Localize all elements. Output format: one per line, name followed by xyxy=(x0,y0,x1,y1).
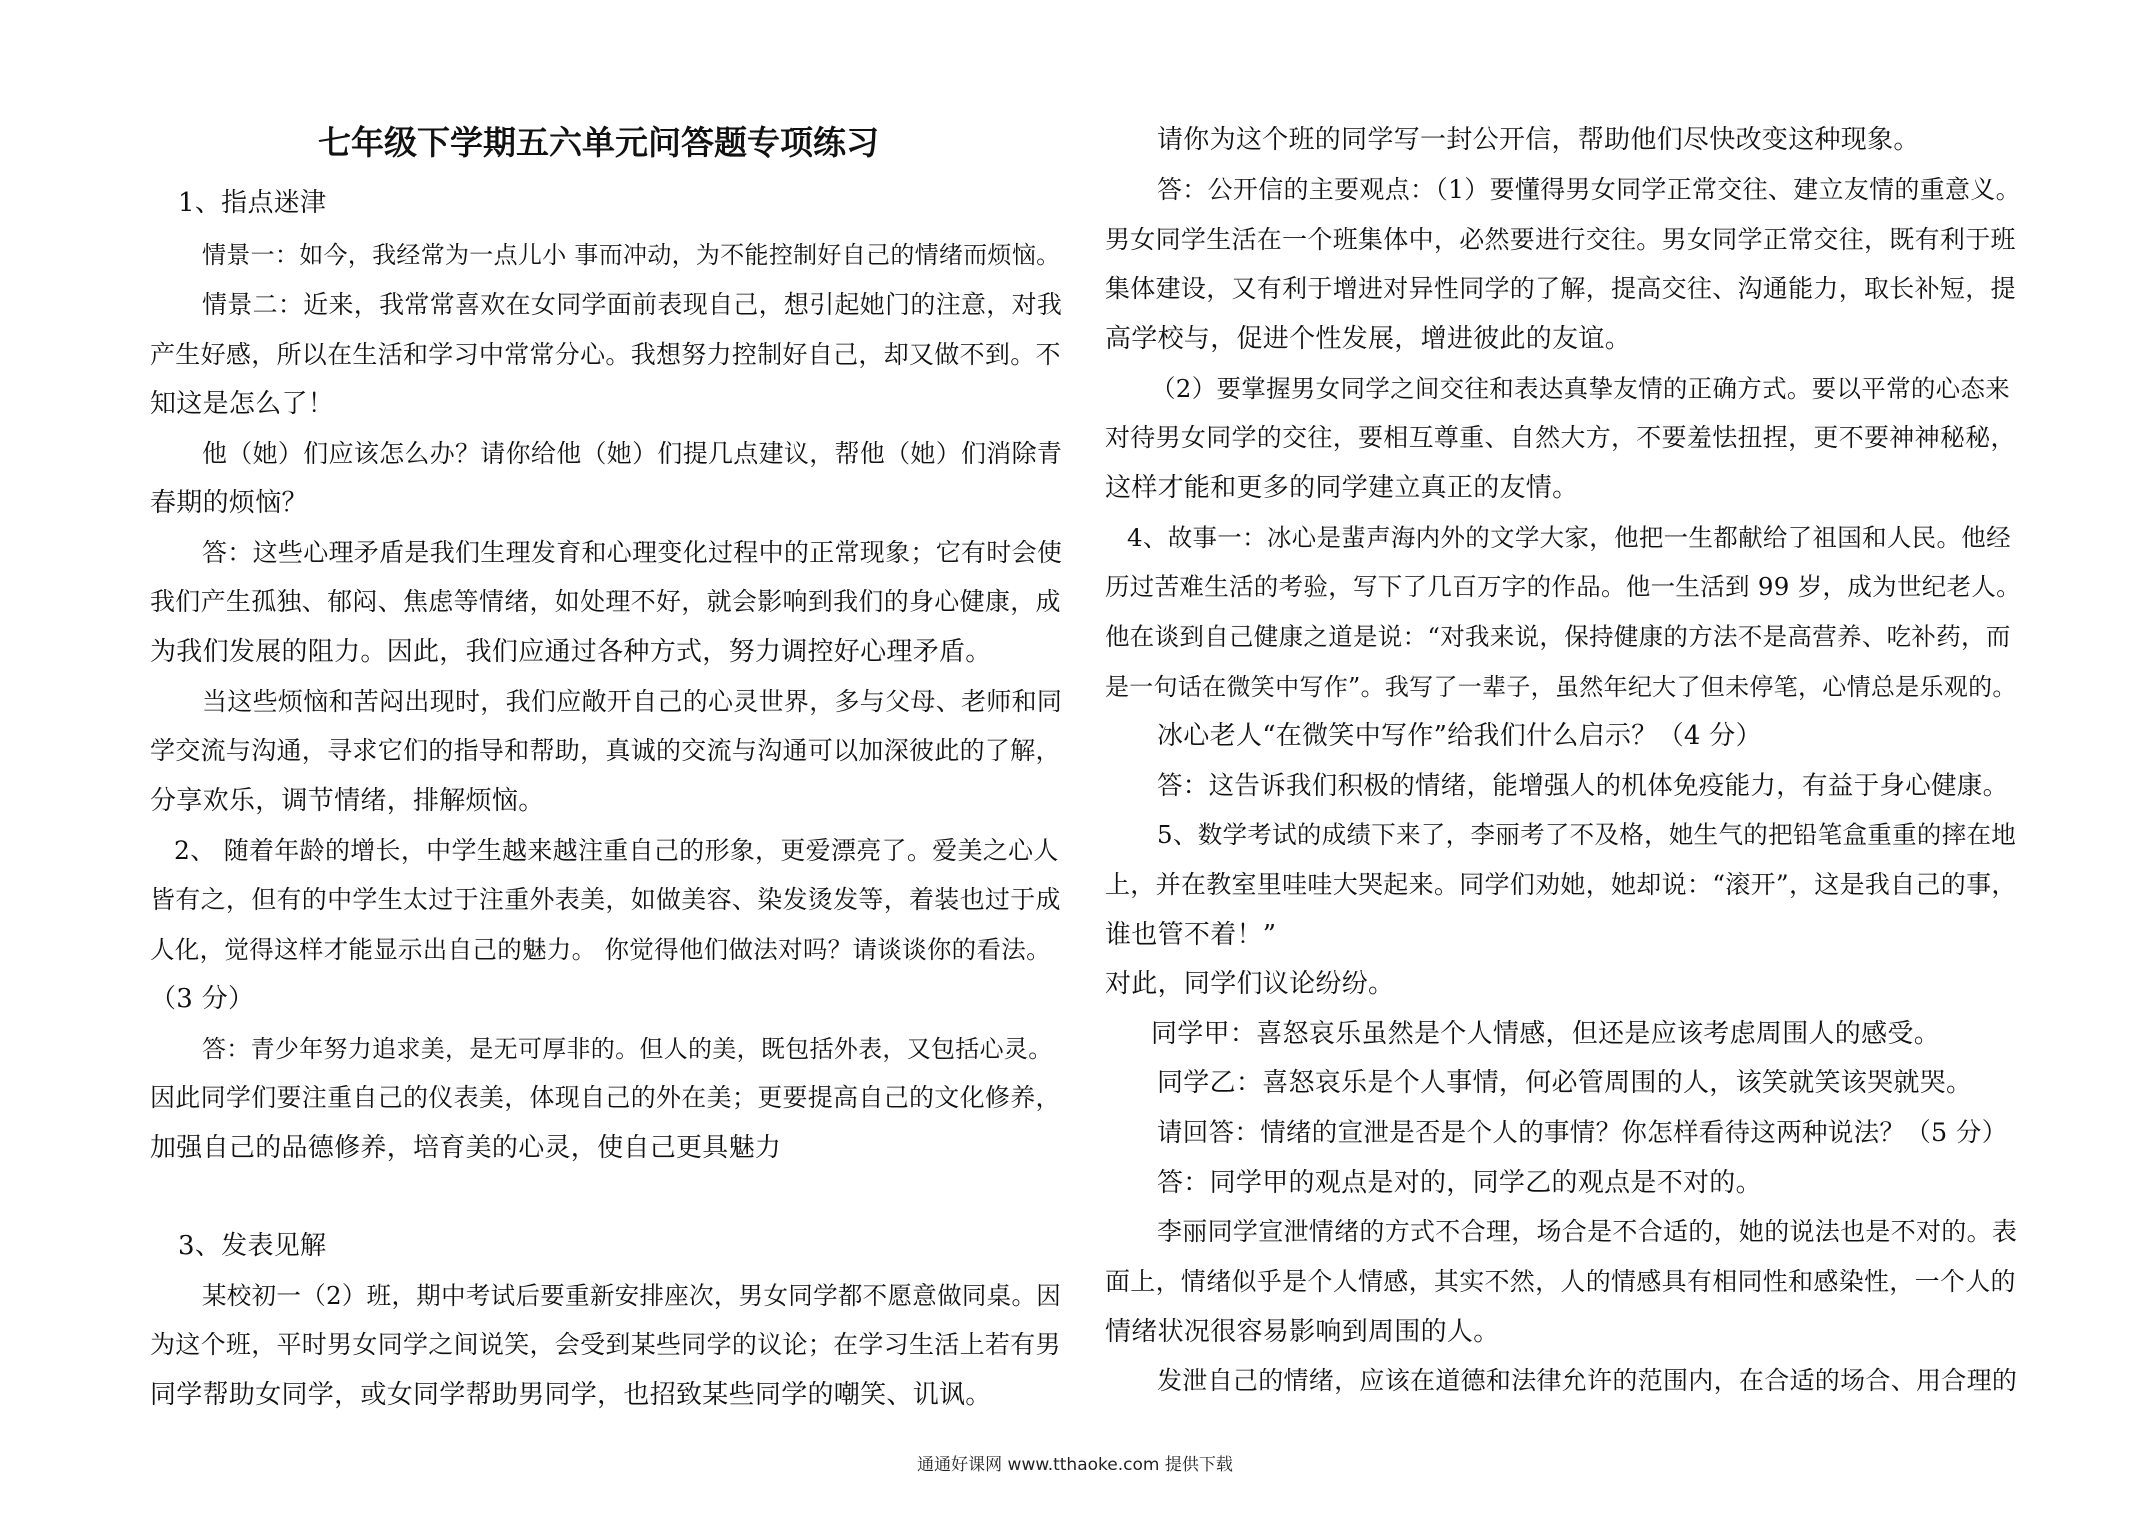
text-line: 2、 随着年龄的增长，中学生越来越注重自己的形象，更爱漂亮了。爱美之心人 xyxy=(174,836,1059,865)
page-title: 七年级下学期五六单元问答题专项练习 xyxy=(318,123,879,162)
text-line: 对此，同学们议论纷纷。 xyxy=(1105,969,1395,999)
text-line: 请回答：情绪的宣泄是否是个人的事情？你怎样看待这两种说法？（5 分） xyxy=(1157,1118,2008,1148)
text-line: 加强自己的品德修养，培育美的心灵，使自己更具魅力 xyxy=(150,1133,782,1163)
text-line: 历过苦难生活的考验，写下了几百万字的作品。他一生活到 99 岁，成为世纪老人。 xyxy=(1105,572,2021,601)
text-line: 他（她）们应该怎么办？请你给他（她）们提几点建议，帮他（她）们消除青 xyxy=(202,439,1063,468)
text-line: 是一句话在微笑中写作”。我写了一辈子，虽然年纪大了但未停笔，心情总是乐观的。 xyxy=(1105,673,2017,701)
text-line: 分享欢乐，调节情绪，排解烦恼。 xyxy=(150,786,545,816)
text-line: 情绪状况很容易影响到周围的人。 xyxy=(1105,1317,1500,1347)
text-line: 情景二：近来，我常常喜欢在女同学面前表现自己，想引起她门的注意，对我 xyxy=(202,290,1063,319)
text-line: 学交流与沟通，寻求它们的指导和帮助，真诚的交流与沟通可以加深彼此的了解， xyxy=(150,736,1061,765)
text-line: 发泄自己的情绪，应该在道德和法律允许的范围内，在合适的场合、用合理的 xyxy=(1157,1366,2018,1395)
text-line: 同学帮助女同学，或女同学帮助男同学，也招致某些同学的嘲笑、讥讽。 xyxy=(150,1380,992,1410)
text-line: 李丽同学宣泄情绪的方式不合理，场合是不合适的，她的说法也是不对的。表 xyxy=(1157,1217,2018,1246)
text-line: 产生好感，所以在生活和学习中常常分心。我想努力控制好自己，却又做不到。不 xyxy=(150,340,1061,369)
text-line: 因此同学们要注重自己的仪表美，体现自己的外在美；更要提高自己的文化修养， xyxy=(150,1083,1061,1112)
text-line: 集体建设，又有利于增进对异性同学的了解，提高交往、沟通能力，取长补短，提 xyxy=(1105,274,2016,303)
page-footer: 通通好课网 www.tthaoke.com 提供下载 xyxy=(917,1455,1233,1475)
text-line: 我们产生孤独、郁闷、焦虑等情绪，如处理不好，就会影响到我们的身心健康，成 xyxy=(150,587,1061,616)
text-line: 春期的烦恼？ xyxy=(150,488,308,518)
text-line: 这样才能和更多的同学建立真正的友情。 xyxy=(1105,473,1579,503)
text-line: （3 分） xyxy=(150,984,255,1014)
text-line: 面上，情绪似乎是个人情感，其实不然，人的情感具有相同性和感染性，一个人的 xyxy=(1105,1267,2016,1296)
text-line: 某校初一（2）班，期中考试后要重新安排座次，男女同学都不愿意做同桌。因 xyxy=(202,1281,1062,1310)
text-line: 同学乙：喜怒哀乐是个人事情，何必管周围的人，该笑就笑该哭就哭。 xyxy=(1157,1068,1973,1098)
text-line: 皆有之，但有的中学生太过于注重外表美，如做美容、染发烫发等，着装也过于成 xyxy=(150,885,1061,914)
text-line: 同学甲：喜怒哀乐虽然是个人情感，但还是应该考虑周围人的感受。 xyxy=(1151,1019,1941,1049)
text-line: 对待男女同学的交往，要相互尊重、自然大方，不要羞怯扭捏，更不要神神秘秘， xyxy=(1105,423,2016,452)
text-line: 1、指点迷津 xyxy=(178,188,327,218)
text-line: 当这些烦恼和苦闷出现时，我们应敞开自己的心灵世界，多与父母、老师和同 xyxy=(202,687,1063,716)
text-line: 高学校与，促进个性发展，增进彼此的友谊。 xyxy=(1105,324,1632,354)
text-line: 答：这告诉我们积极的情绪，能增强人的机体免疫能力，有益于身心健康。 xyxy=(1157,771,2009,801)
text-line: 请你为这个班的同学写一封公开信，帮助他们尽快改变这种现象。 xyxy=(1157,125,1920,155)
text-line: 3、发表见解 xyxy=(178,1231,327,1261)
text-line: 4、故事一：冰心是蜚声海内外的文学大家，他把一生都献给了祖国和人民。他经 xyxy=(1127,523,2011,552)
text-line: 答：同学甲的观点是对的，同学乙的观点是不对的。 xyxy=(1157,1168,1762,1198)
text-line: 上，并在教室里哇哇大哭起来。同学们劝她，她却说：“滚开”，这是我自己的事， xyxy=(1105,870,2017,899)
text-line: 谁也管不着！” xyxy=(1105,920,1277,950)
text-line: 为我们发展的阻力。因此，我们应通过各种方式，努力调控好心理矛盾。 xyxy=(150,637,992,667)
text-line: 男女同学生活在一个班集体中，必然要进行交往。男女同学正常交往，既有利于班 xyxy=(1105,225,2016,254)
text-line: 人化，觉得这样才能显示出自己的魅力。 你觉得他们做法对吗？请谈谈你的看法。 xyxy=(150,935,1051,964)
text-line: 5、数学考试的成绩下来了，李丽考了不及格，她生气的把铅笔盒重重的摔在地 xyxy=(1157,820,2017,849)
text-line: 情景一：如今，我经常为一点儿小 事而冲动，为不能控制好自己的情绪而烦恼。 xyxy=(202,241,1061,269)
text-line: 冰心老人“在微笑中写作”给我们什么启示？（4 分） xyxy=(1157,721,1762,751)
text-line: 他在谈到自己健康之道是说：“对我来说，保持健康的方法不是高营养、吃补药，而 xyxy=(1105,622,2011,651)
text-line: 知这是怎么了！ xyxy=(150,389,335,419)
text-line: （2）要掌握男女同学之间交往和表达真挚友情的正确方式。要以平常的心态来 xyxy=(1151,374,2011,403)
text-line: 答：青少年努力追求美，是无可厚非的。但人的美，既包括外表，又包括心灵。 xyxy=(202,1035,1053,1063)
text-line: 为这个班，平时男女同学之间说笑，会受到某些同学的议论；在学习生活上若有男 xyxy=(150,1330,1061,1359)
text-line: 答：这些心理矛盾是我们生理发育和心理变化过程中的正常现象；它有时会使 xyxy=(202,538,1063,567)
text-line: 答：公开信的主要观点：（1）要懂得男女同学正常交往、建立友情的重意义。 xyxy=(1157,175,2021,204)
